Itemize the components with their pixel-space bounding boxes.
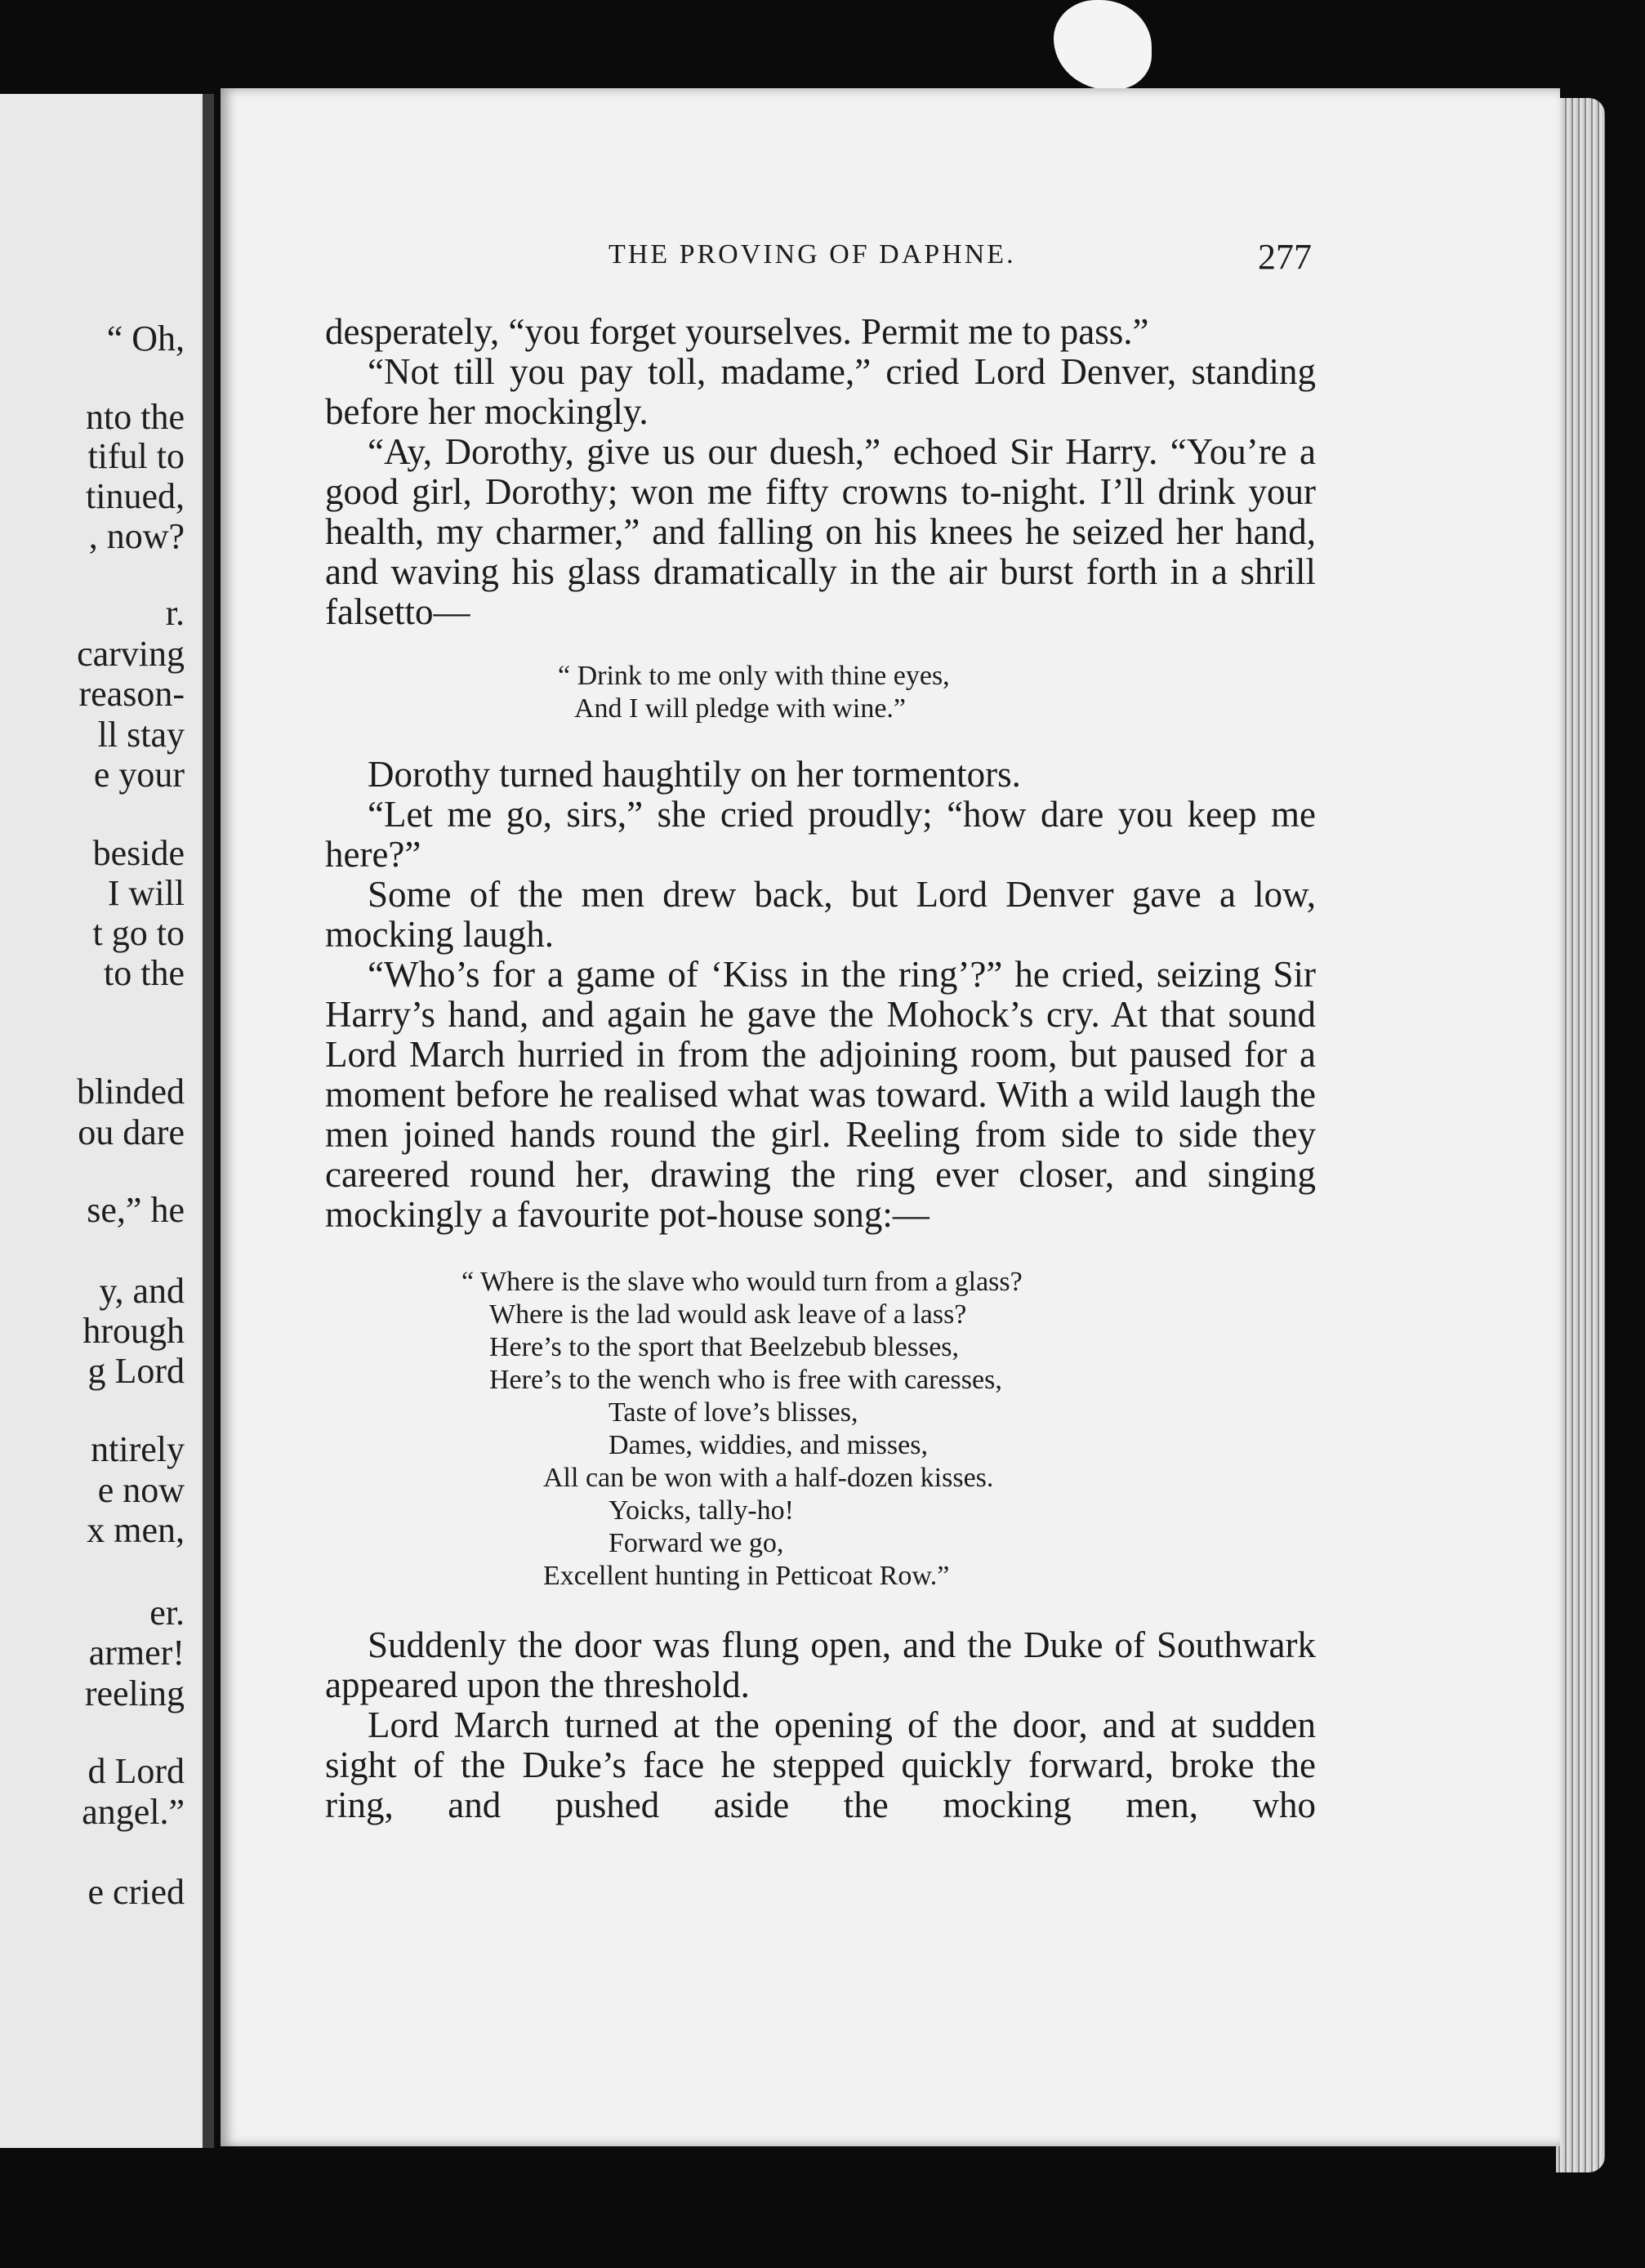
left-page-text: tinued, xyxy=(86,476,185,516)
verse-line: Excellent hunting in Petticoat Row.” xyxy=(543,1561,950,1591)
paragraph: “Who’s for a game of ‘Kiss in the ring’?” he cried, seizing Sir Harry’s hand, and again he gave the Mohock’s cry. At that sound Lord March hurried in from the adjoining room, but paused for a moment before he realised what was toward. With a wild laugh the men joined hands round the girl. Reeling from side to side they careered round her, drawing the ring ever closer, and singing mockingly a favourite pot-house song:— xyxy=(325,954,1316,1235)
verse-quotation xyxy=(558,660,1316,725)
left-page-text: carving xyxy=(77,634,185,674)
verse-line: Forward we go, xyxy=(609,1528,784,1558)
paragraph: “Ay, Dorothy, give us our duesh,” echoed Sir Harry. “You’re a good girl, Dorothy; won me fifty crowns to-night. I’ll drink your health, my charmer,” and falling on his knees he seized her hand, and waving his glass dramatically in the air burst forth in a shrill falsetto— xyxy=(325,431,1316,632)
song-verse xyxy=(461,1266,1316,1593)
page-number: 277 xyxy=(1258,237,1312,277)
left-page-text: e your xyxy=(93,755,185,795)
left-page-text: beside xyxy=(92,833,185,873)
body-text xyxy=(325,312,1316,1825)
left-page-text: tiful to xyxy=(87,436,185,476)
verse-line: Yoicks, tally-ho! xyxy=(609,1495,794,1526)
verse-line: And I will pledge with wine.” xyxy=(574,693,907,724)
verse-line: Taste of love’s blisses, xyxy=(609,1397,858,1428)
left-page-text: nto the xyxy=(86,397,185,437)
verse-line: Where is the lad would ask leave of a lass? xyxy=(489,1299,967,1330)
left-page-text: reeling xyxy=(84,1673,185,1713)
verse-line: Here’s to the wench who is free with caresses, xyxy=(489,1365,1002,1395)
paragraph: Lord March turned at the opening of the door, and at sudden sight of the Duke’s face he stepped quickly forward, broke the ring, and pushed aside the mocking men, who xyxy=(325,1704,1316,1825)
verse-line: “ Where is the slave who would turn from a glass? xyxy=(461,1267,1023,1297)
verse-line: “ Drink to me only with thine eyes, xyxy=(558,661,950,691)
paragraph: Dorothy turned haughtily on her tormentors. xyxy=(368,754,1021,795)
left-page-text: I will xyxy=(107,873,185,913)
left-page-text: reason- xyxy=(78,674,185,714)
verse-line: Here’s to the sport that Beelzebub blesses, xyxy=(489,1332,960,1362)
left-page-text: blinded xyxy=(77,1072,185,1112)
paper-blemish xyxy=(1054,0,1152,90)
page-edges xyxy=(1556,98,1605,2172)
left-page-text: e cried xyxy=(87,1872,185,1912)
running-head: THE PROVING OF DAPHNE. xyxy=(609,239,1016,270)
left-page-text: ntirely xyxy=(91,1429,185,1469)
left-page-text: y, and xyxy=(99,1271,185,1311)
left-page-text: hrough xyxy=(82,1311,185,1351)
left-page-text: to the xyxy=(104,953,185,993)
left-page-text: “ Oh, xyxy=(106,319,185,359)
verse-line: Dames, widdies, and misses, xyxy=(609,1430,928,1460)
left-page-text: t go to xyxy=(92,913,185,953)
left-page-text: ll stay xyxy=(97,715,185,755)
left-page-text: ou dare xyxy=(78,1112,185,1152)
left-page-text: se,” he xyxy=(87,1190,185,1230)
left-page-text: e now xyxy=(97,1470,185,1510)
paragraph: desperately, “you forget yourselves. Permit me to pass.” xyxy=(325,311,1149,352)
left-page-text: angel.” xyxy=(82,1792,185,1832)
left-page-text: d Lord xyxy=(87,1751,185,1791)
paragraph: “Let me go, sirs,” she cried proudly; “how dare you keep me here?” xyxy=(325,794,1316,875)
facing-page-left xyxy=(0,94,214,2148)
left-page-text: er. xyxy=(149,1593,185,1633)
paragraph: “Not till you pay toll, madame,” cried Lord Denver, standing before her mockingly. xyxy=(325,351,1316,432)
verse-line: All can be won with a half-dozen kisses. xyxy=(543,1463,994,1493)
left-page-text: , now? xyxy=(88,516,185,556)
left-page-text: x men, xyxy=(87,1510,185,1550)
left-page-text: g Lord xyxy=(87,1351,185,1391)
paragraph: Suddenly the door was flung open, and the Duke of Southwark appeared upon the threshold. xyxy=(325,1624,1316,1705)
left-page-text: armer! xyxy=(88,1633,185,1673)
paragraph: Some of the men drew back, but Lord Denver gave a low, mocking laugh. xyxy=(325,874,1316,955)
left-page-text: r. xyxy=(165,593,185,633)
